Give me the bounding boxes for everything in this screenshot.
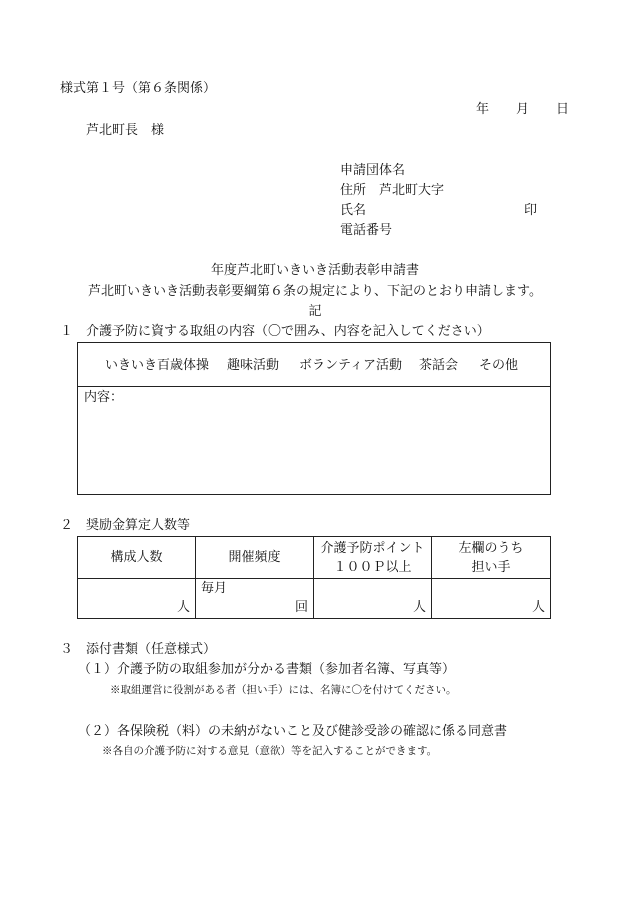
unit-times: 回 — [294, 600, 308, 615]
content-label: 内容： — [84, 390, 124, 405]
option-tea-party: 茶話会 — [419, 358, 459, 373]
section1-heading: １ 介護予防に資する取組の内容（〇で囲み、内容を記入してください） — [60, 324, 490, 339]
option-hyakusai-taiso: いきいき百歳体操 — [105, 358, 210, 373]
document-title: 年度芦北町いきいき活動表彰申請書 — [210, 263, 419, 278]
activity-box — [77, 342, 551, 495]
unit-bearers: 人 — [531, 600, 545, 615]
attachment-item-1: （１）介護予防の取組参加が分かる書類（参加者名簿、写真等） — [78, 662, 456, 677]
attachment-note-1: ※取組運営に役割がある者（担い手）には、名簿に〇を付けてください。 — [110, 684, 457, 696]
activity-divider — [78, 386, 550, 387]
header-points: 介護予防ポイント — [320, 541, 425, 556]
unit-points-people: 人 — [412, 600, 426, 615]
applicant-address-label: 住所 芦北町大字 — [340, 183, 445, 198]
frequency-prefix: 毎月 — [201, 581, 228, 596]
attachment-note-2: ※各自の介護予防に対する意見（意欲）等を記入することができます。 — [102, 745, 438, 757]
header-of-which: 左欄のうち — [458, 541, 524, 556]
header-frequency: 開催頻度 — [228, 550, 281, 565]
date-day: 日 — [556, 102, 570, 117]
applicant-org-label: 申請団体名 — [340, 163, 406, 178]
unit-members: 人 — [176, 600, 190, 615]
applicant-name-label: 氏名 — [340, 203, 367, 218]
date-month: 月 — [516, 102, 530, 117]
option-hobby: 趣味活動 — [227, 358, 280, 373]
intro-text: 芦北町いきいき活動表彰要綱第６条の規定により、下記のとおり申請します。 — [88, 284, 542, 299]
ki-mark: 記 — [308, 304, 322, 319]
section2-heading: ２ 奨励金算定人数等 — [60, 518, 191, 533]
header-bearers: 担い手 — [471, 560, 511, 575]
attachment-item-2: （２）各保険税（料）の未納がないこと及び健診受診の確認に係る同意書 — [78, 724, 508, 739]
applicant-phone-label: 電話番号 — [340, 223, 393, 238]
option-volunteer: ボランティア活動 — [299, 358, 402, 373]
date-year: 年 — [476, 102, 490, 117]
header-members: 構成人数 — [110, 550, 163, 565]
header-points-threshold: １００Ｐ以上 — [333, 560, 412, 575]
option-other: その他 — [479, 358, 519, 373]
count-table — [77, 536, 551, 619]
section3-heading: ３ 添付書類（任意様式） — [60, 642, 217, 657]
seal-mark: 印 — [524, 203, 538, 218]
addressee: 芦北町長 様 — [86, 123, 165, 138]
form-number: 様式第１号（第６条関係） — [60, 81, 217, 96]
